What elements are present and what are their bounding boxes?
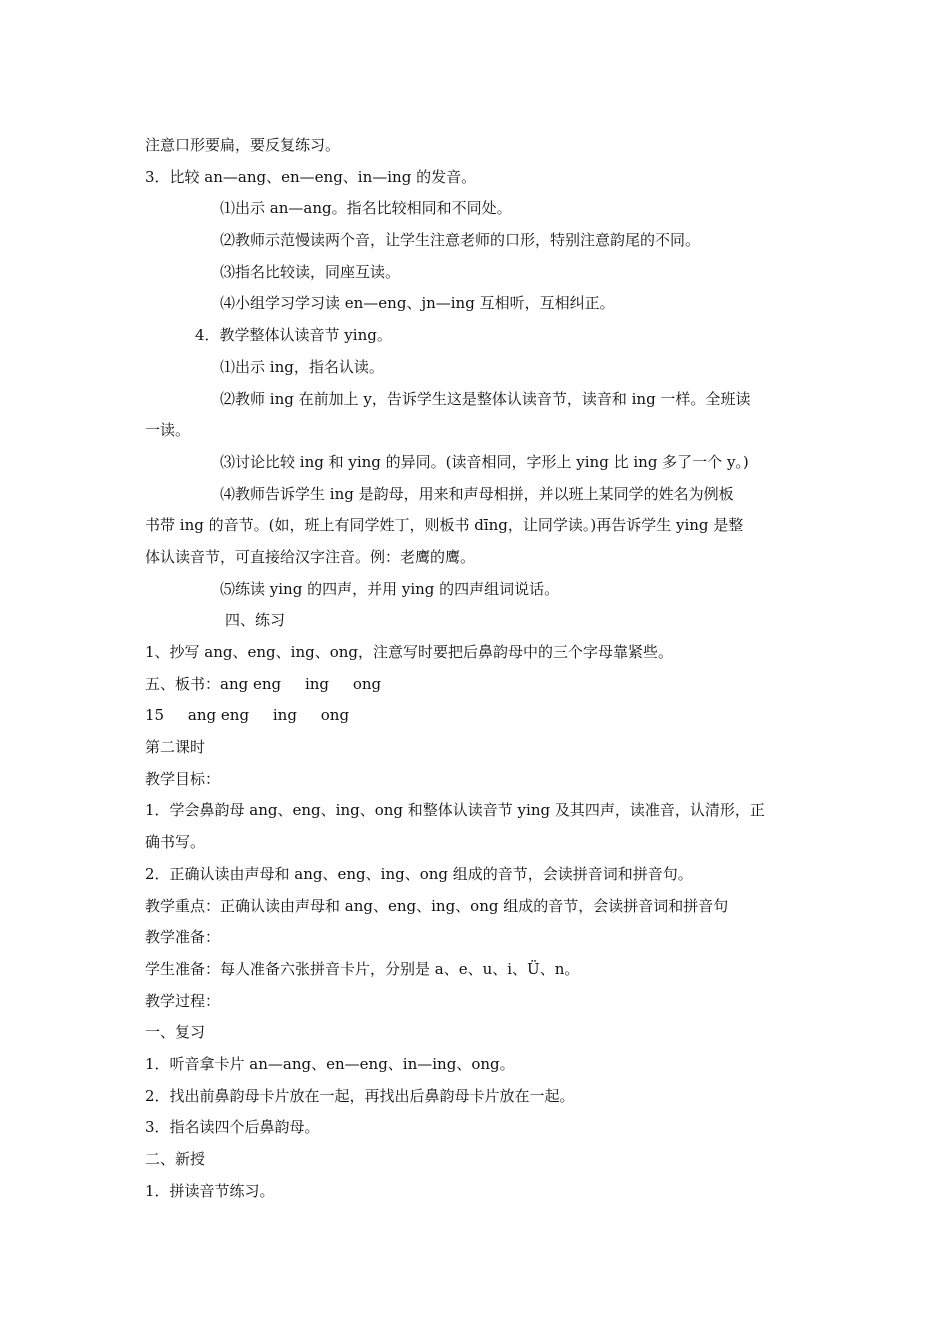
board-writing-content: 15 ang eng ing ong [145,706,350,725]
review-item-1: 1．听音拿卡片 an—ang、en—eng、in—ing、ong。 [145,1054,515,1073]
review-item-2: 2．找出前鼻韵母卡片放在一起，再找出后鼻韵母卡片放在一起。 [145,1086,575,1105]
sub-item-4-continued: 书带 ing 的音节。(如，班上有同学姓丁，则板书 dīng，让同学读。)再告诉学生 ying 是整 [145,516,744,535]
teaching-prep-heading: 教学准备： [145,928,221,947]
document-page [145,130,810,1207]
section-heading-practice: 四、练习 [225,611,286,630]
teaching-goals-heading: 教学目标： [145,769,221,788]
teaching-process-heading: 教学过程： [145,991,221,1010]
goal-item-2: 2．正确认读由声母和 ang、eng、ing、ong 组成的音节，会读拼音词和拼音句。 [145,864,693,883]
sub-item-4: ⑷小组学习学习读 en—eng、jn—ing 互相听，互相纠正。 [220,294,615,313]
sub-item-2: ⑵教师示范慢读两个音，让学生注意老师的口形，特别注意韵尾的不同。 [220,231,701,250]
review-item-3: 3．指名读四个后鼻韵母。 [145,1118,320,1137]
lesson-heading: 第二课时 [145,738,206,757]
goal-item-1: 1．学会鼻韵母 ang、eng、ing、ong 和整体认读音节 ying 及其四声，读准音，认清形，正 [145,801,765,820]
sub-item-5: ⑸练读 ying 的四声，并用 ying 的四声组词说话。 [220,579,560,598]
sub-item-2: ⑵教师 ing 在前加上 y，告诉学生这是整体认读音节，读音和 ing 一样。全班读 [220,389,751,408]
sub-item-4-continued: 体认读音节，可直接给汉字注音。例：老鹰的鹰。 [145,547,476,566]
goal-item-1-continued: 确书写。 [145,833,206,852]
sub-item-3: ⑶讨论比较 ing 和 ying 的异同。(读音相同，字形上 ying 比 ing 多了一个 y。) [220,452,749,471]
sub-item-4: ⑷教师告诉学生 ing 是韵母，用来和声母相拼，并以班上某同学的姓名为例板 [220,484,734,503]
sub-item-3: ⑶指名比较读，同座互读。 [220,262,401,281]
sub-item-2-continued: 一读。 [145,421,191,440]
section-heading-review: 一、复习 [145,1023,206,1042]
board-writing-heading: 五、板书：ang eng ing ong [145,674,382,693]
teaching-focus: 教学重点：正确认读由声母和 ang、eng、ing、ong 组成的音节，会读拼音词和拼音句 [145,896,729,915]
practice-item-1: 1、抄写 ang、eng、ing、ong，注意写时要把后鼻韵母中的三个字母靠紧些。 [145,643,674,661]
sub-item-1: ⑴出示 an—ang。指名比较相同和不同处。 [220,199,512,218]
new-lesson-item-1: 1．拼读音节练习。 [145,1181,275,1200]
section-item-4: 4．教学整体认读音节 ying。 [195,326,392,345]
paragraph-line: 注意口形要扁，要反复练习。 [145,136,341,154]
sub-item-1: ⑴出示 ing，指名认读。 [220,357,384,376]
section-heading-new-lesson: 二、新授 [145,1150,206,1168]
student-prep: 学生准备：每人准备六张拼音卡片，分别是 a、e、u、i、Ü、n。 [145,959,580,978]
section-item-3: 3．比较 an—ang、en—eng、in—ing 的发音。 [145,167,477,186]
